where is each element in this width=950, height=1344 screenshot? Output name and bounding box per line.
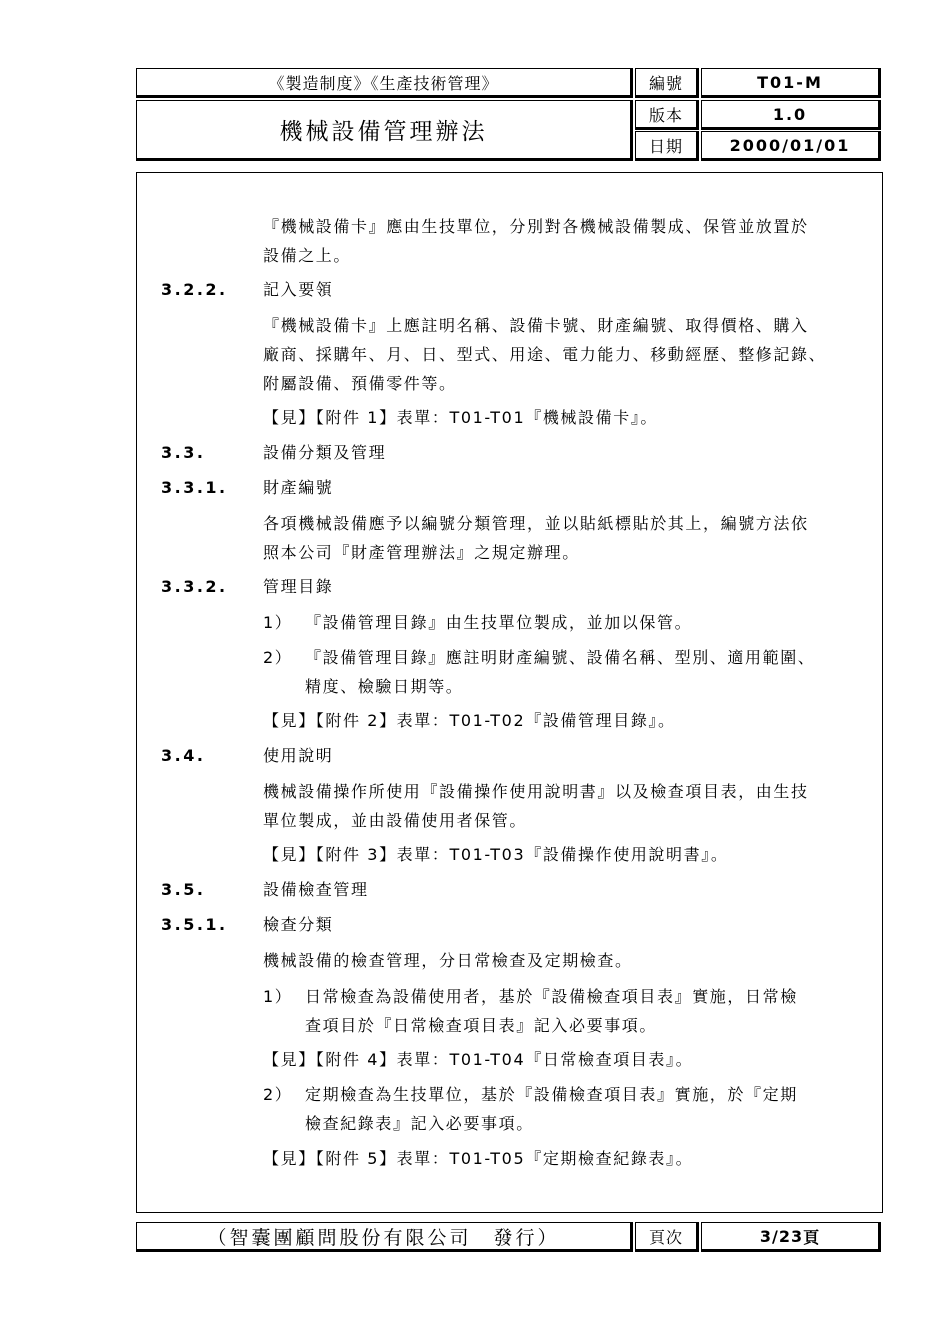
section-number: 3.4. bbox=[161, 746, 206, 765]
section-number: 3.5. bbox=[161, 880, 206, 899]
page-number: 3/23 bbox=[759, 1226, 804, 1246]
list-item-text: 查項目於『日常檢查項目表』記入必要事項。 bbox=[305, 1016, 658, 1035]
paragraph-line: 各項機械設備應予以編號分類管理，並以貼紙標貼於其上，編號方法依 bbox=[263, 514, 809, 533]
list-item-text: 『設備管理目錄』應註明財產編號、設備名稱、型別、適用範圍、 bbox=[305, 648, 816, 667]
list-item-number: 1） bbox=[263, 987, 293, 1006]
reference-line: 【見】【附件 3】表單：T01-T03『設備操作使用說明書』。 bbox=[263, 845, 729, 864]
header-title bbox=[136, 100, 633, 161]
version-label-cell bbox=[635, 100, 699, 130]
section-number: 3.3.1. bbox=[161, 478, 228, 497]
code-label: 編號 bbox=[648, 73, 683, 93]
header-category bbox=[136, 68, 633, 98]
list-item-number: 2） bbox=[263, 1085, 293, 1104]
page-suffix: 頁 bbox=[803, 1227, 821, 1247]
page-value-cell bbox=[701, 1222, 881, 1252]
paragraph-line: 廠商、採購年、月、日、型式、用途、電力能力、移動經歷、整修記錄、 bbox=[263, 345, 827, 364]
reference-line: 【見】【附件 5】表單：T01-T05『定期檢查紀錄表』。 bbox=[263, 1149, 694, 1168]
page-label-cell bbox=[635, 1222, 699, 1252]
section-number: 3.5.1. bbox=[161, 915, 228, 934]
date-value: 2000/01/01 bbox=[729, 135, 851, 155]
footer-publisher: （智囊團顧問股份有限公司 發行） bbox=[207, 1226, 560, 1249]
footer-publisher-cell bbox=[136, 1222, 633, 1252]
date-label: 日期 bbox=[648, 136, 683, 156]
header-category-text: 《製造制度》《生產技術管理》 bbox=[268, 73, 499, 93]
list-item-text: 日常檢查為設備使用者，基於『設備檢查項目表』實施，日常檢 bbox=[305, 987, 798, 1006]
version-value-cell bbox=[701, 100, 881, 130]
reference-line: 【見】【附件 2】表單：T01-T02『設備管理目錄』。 bbox=[263, 711, 676, 730]
section-number: 3.3.2. bbox=[161, 577, 228, 596]
paragraph-line: 『機械設備卡』上應註明名稱、設備卡號、財產編號、取得價格、購入 bbox=[263, 316, 809, 335]
paragraph-line: 照本公司『財產管理辦法』之規定辦理。 bbox=[263, 543, 580, 562]
page-label: 頁次 bbox=[648, 1227, 683, 1247]
section-number: 3.2.2. bbox=[161, 280, 228, 299]
code-value: T01-M bbox=[757, 72, 823, 92]
list-item-number: 1） bbox=[263, 613, 293, 632]
date-label-cell bbox=[635, 131, 699, 161]
section-title: 設備檢查管理 bbox=[263, 880, 369, 899]
version-label: 版本 bbox=[648, 105, 683, 125]
paragraph-line: 機械設備操作所使用『設備操作使用說明書』以及檢查項目表，由生技 bbox=[263, 782, 809, 801]
section-title: 管理目錄 bbox=[263, 577, 334, 596]
version-value: 1.0 bbox=[772, 104, 808, 124]
list-item-text: 『設備管理目錄』由生技單位製成，並加以保管。 bbox=[305, 613, 693, 632]
date-value-cell bbox=[701, 131, 881, 161]
section-title: 檢查分類 bbox=[263, 915, 334, 934]
section-title: 財產編號 bbox=[263, 478, 334, 497]
section-title: 設備分類及管理 bbox=[263, 443, 387, 462]
section-number: 3.3. bbox=[161, 443, 206, 462]
list-item-text: 檢查紀錄表』記入必要事項。 bbox=[305, 1114, 534, 1133]
section-title: 記入要領 bbox=[263, 280, 334, 299]
paragraph-line: 設備之上。 bbox=[263, 246, 352, 265]
list-item-text: 定期檢查為生技單位，基於『設備檢查項目表』實施，於『定期 bbox=[305, 1085, 798, 1104]
reference-line: 【見】【附件 4】表單：T01-T04『日常檢查項目表』。 bbox=[263, 1050, 694, 1069]
section-title: 使用說明 bbox=[263, 746, 334, 765]
list-item-number: 2） bbox=[263, 648, 293, 667]
paragraph-line: 機械設備的檢查管理，分日常檢查及定期檢查。 bbox=[263, 951, 633, 970]
document-title: 機械設備管理辦法 bbox=[279, 119, 488, 145]
paragraph-line: 附屬設備、預備零件等。 bbox=[263, 374, 457, 393]
code-value-cell bbox=[701, 68, 881, 98]
paragraph-line: 單位製成，並由設備使用者保管。 bbox=[263, 811, 528, 830]
code-label-cell bbox=[635, 68, 699, 98]
list-item-text: 精度、檢驗日期等。 bbox=[305, 677, 464, 696]
paragraph-line: 『機械設備卡』應由生技單位，分別對各機械設備製成、保管並放置於 bbox=[263, 217, 809, 236]
reference-line: 【見】【附件 1】表單：T01-T01『機械設備卡』。 bbox=[263, 408, 659, 427]
